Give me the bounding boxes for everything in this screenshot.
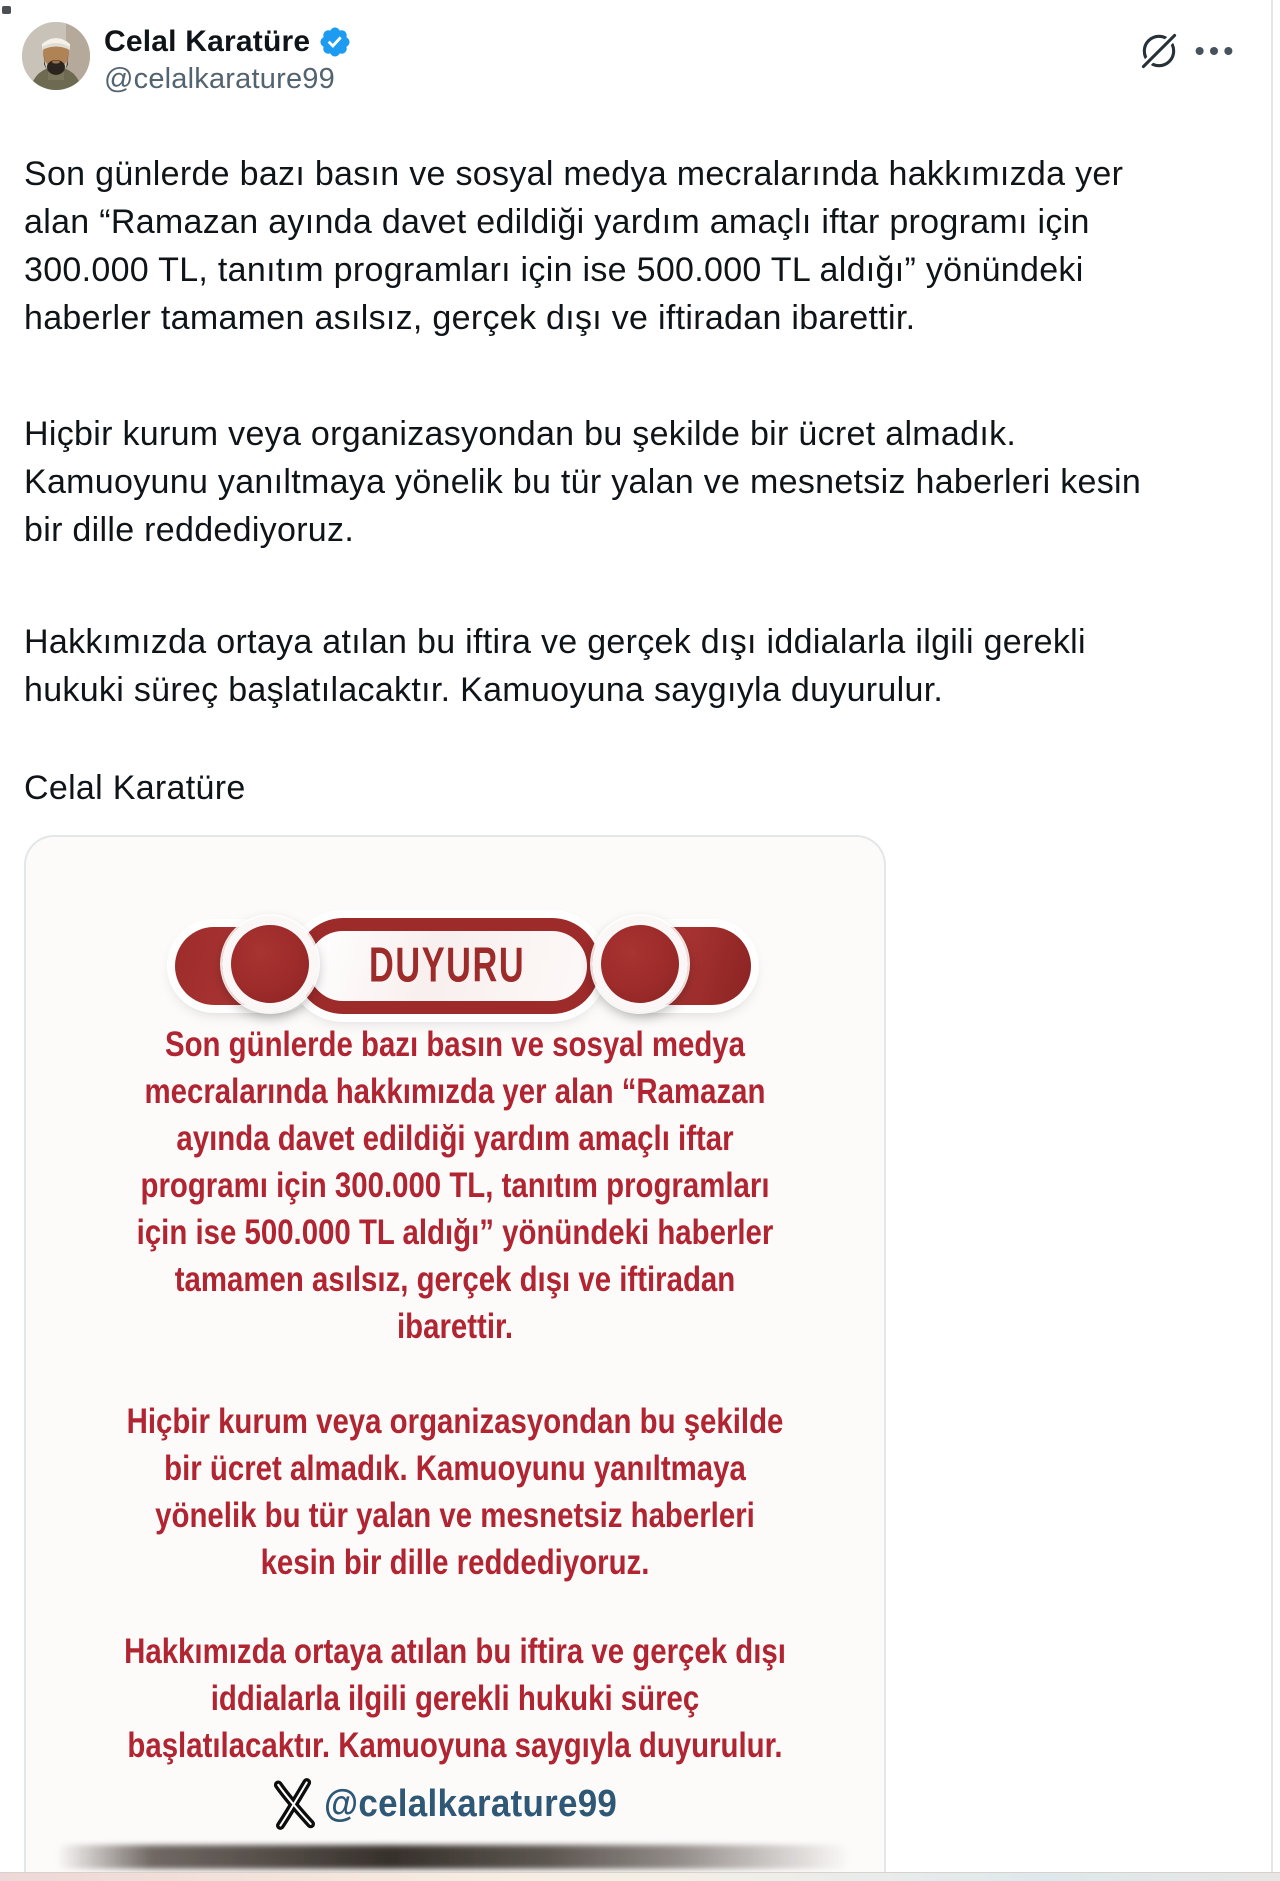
banner-left-circle <box>222 916 318 1012</box>
tweet-line: haberler tamamen asılsız, gerçek dışı ve iftiradan ibarettir. <box>24 299 916 337</box>
user-handle[interactable]: @celalkarature99 <box>104 63 335 95</box>
tweet-line: Kamuoyunu yanıltmaya yönelik bu tür yalan ve mesnetsiz haberleri kesin <box>24 463 1142 501</box>
tweet-line: Hiçbir kurum veya organizasyondan bu şekilde bir ücret almadık. <box>24 415 1017 453</box>
tweet-line: Son günlerde bazı basın ve sosyal medya mecralarında hakkımızda yer <box>24 155 1124 193</box>
image-bottom-shadow <box>56 1845 851 1869</box>
image-handle: @celalkarature99 <box>323 1782 617 1825</box>
announcement-line: programı için 300.000 TL, tanıtım programları <box>140 1166 770 1205</box>
embedded-image-card[interactable] <box>24 835 886 1872</box>
banner-right-circle <box>592 916 688 1012</box>
avatar-image <box>22 22 90 90</box>
announcement-line: Son günlerde bazı basın ve sosyal medya <box>164 1025 746 1064</box>
announcement-line: iddialarla ilgili gerekli hukuki süreç <box>210 1679 700 1718</box>
tweet-paragraph-3 <box>24 618 1240 714</box>
verified-badge-icon <box>318 25 352 59</box>
announcement-line: için ise 500.000 TL aldığı” yönündeki haberler <box>136 1213 774 1252</box>
tweet-line: hukuki süreç başlatılacaktır. Kamuoyuna saygıyla duyurulur. <box>24 671 944 709</box>
announcement-line: Hakkımızda ortaya atılan bu iftira ve gerçek dışı <box>124 1632 786 1671</box>
announcement-line: başlatılacaktır. Kamuoyuna saygıyla duyurulur. <box>127 1726 783 1765</box>
announcement-line: ayında davet edildiği yardım amaçlı iftar <box>176 1119 734 1158</box>
banner-capsule <box>295 918 600 1014</box>
more-button[interactable] <box>1190 28 1238 74</box>
grok-actions-button[interactable] <box>1136 28 1182 74</box>
announcement-line: mecralarında hakkımızda yer alan “Ramazan <box>144 1072 766 1111</box>
more-icon <box>1191 28 1237 74</box>
banner-title: DUYURU <box>369 938 526 993</box>
announcement-line: Hiçbir kurum veya organizasyondan bu şekilde <box>126 1402 784 1441</box>
tweet-line: alan “Ramazan ayında davet edildiği yardım amaçlı iftar programı için <box>24 203 1090 241</box>
announcement-line: yönelik bu tür yalan ve mesnetsiz haberleri <box>155 1496 755 1535</box>
column-border <box>1271 0 1273 1881</box>
announcement-paragraph-2 <box>55 1398 855 1586</box>
grok-icon <box>1137 29 1181 73</box>
announcement-line: bir ücret almadık. Kamuoyunu yanıltmaya <box>164 1449 746 1488</box>
tweet-paragraph-1 <box>24 150 1240 342</box>
image-handle-row <box>26 1772 884 1836</box>
announcement-line: tamamen asılsız, gerçek dışı ve iftiradan <box>174 1260 736 1299</box>
tweet-line: 300.000 TL, tanıtım programları için ise 500.000 TL aldığı” yönündeki <box>24 251 1084 289</box>
announcement-paragraph-3 <box>55 1628 855 1769</box>
tweet-line: bir dille reddediyoruz. <box>24 511 355 549</box>
display-name-text: Celal Karatüre <box>104 25 311 58</box>
screen-artifact <box>2 6 11 14</box>
tweet-signature: Celal Karatüre <box>24 769 246 807</box>
x-logo-icon <box>266 1774 321 1835</box>
announcement-line: ibarettir. <box>396 1307 513 1346</box>
announcement-paragraph-1 <box>55 1021 855 1350</box>
display-name[interactable] <box>104 25 352 59</box>
tweet-line: Hakkımızda ortaya atılan bu iftira ve gerçek dışı iddialarla ilgili gerekli <box>24 623 1086 661</box>
next-content-edge <box>0 1872 1280 1881</box>
tweet-paragraph-2 <box>24 410 1240 554</box>
announcement-image <box>26 837 884 1870</box>
avatar[interactable] <box>22 22 90 90</box>
announcement-line: kesin bir dille reddediyoruz. <box>260 1543 650 1582</box>
